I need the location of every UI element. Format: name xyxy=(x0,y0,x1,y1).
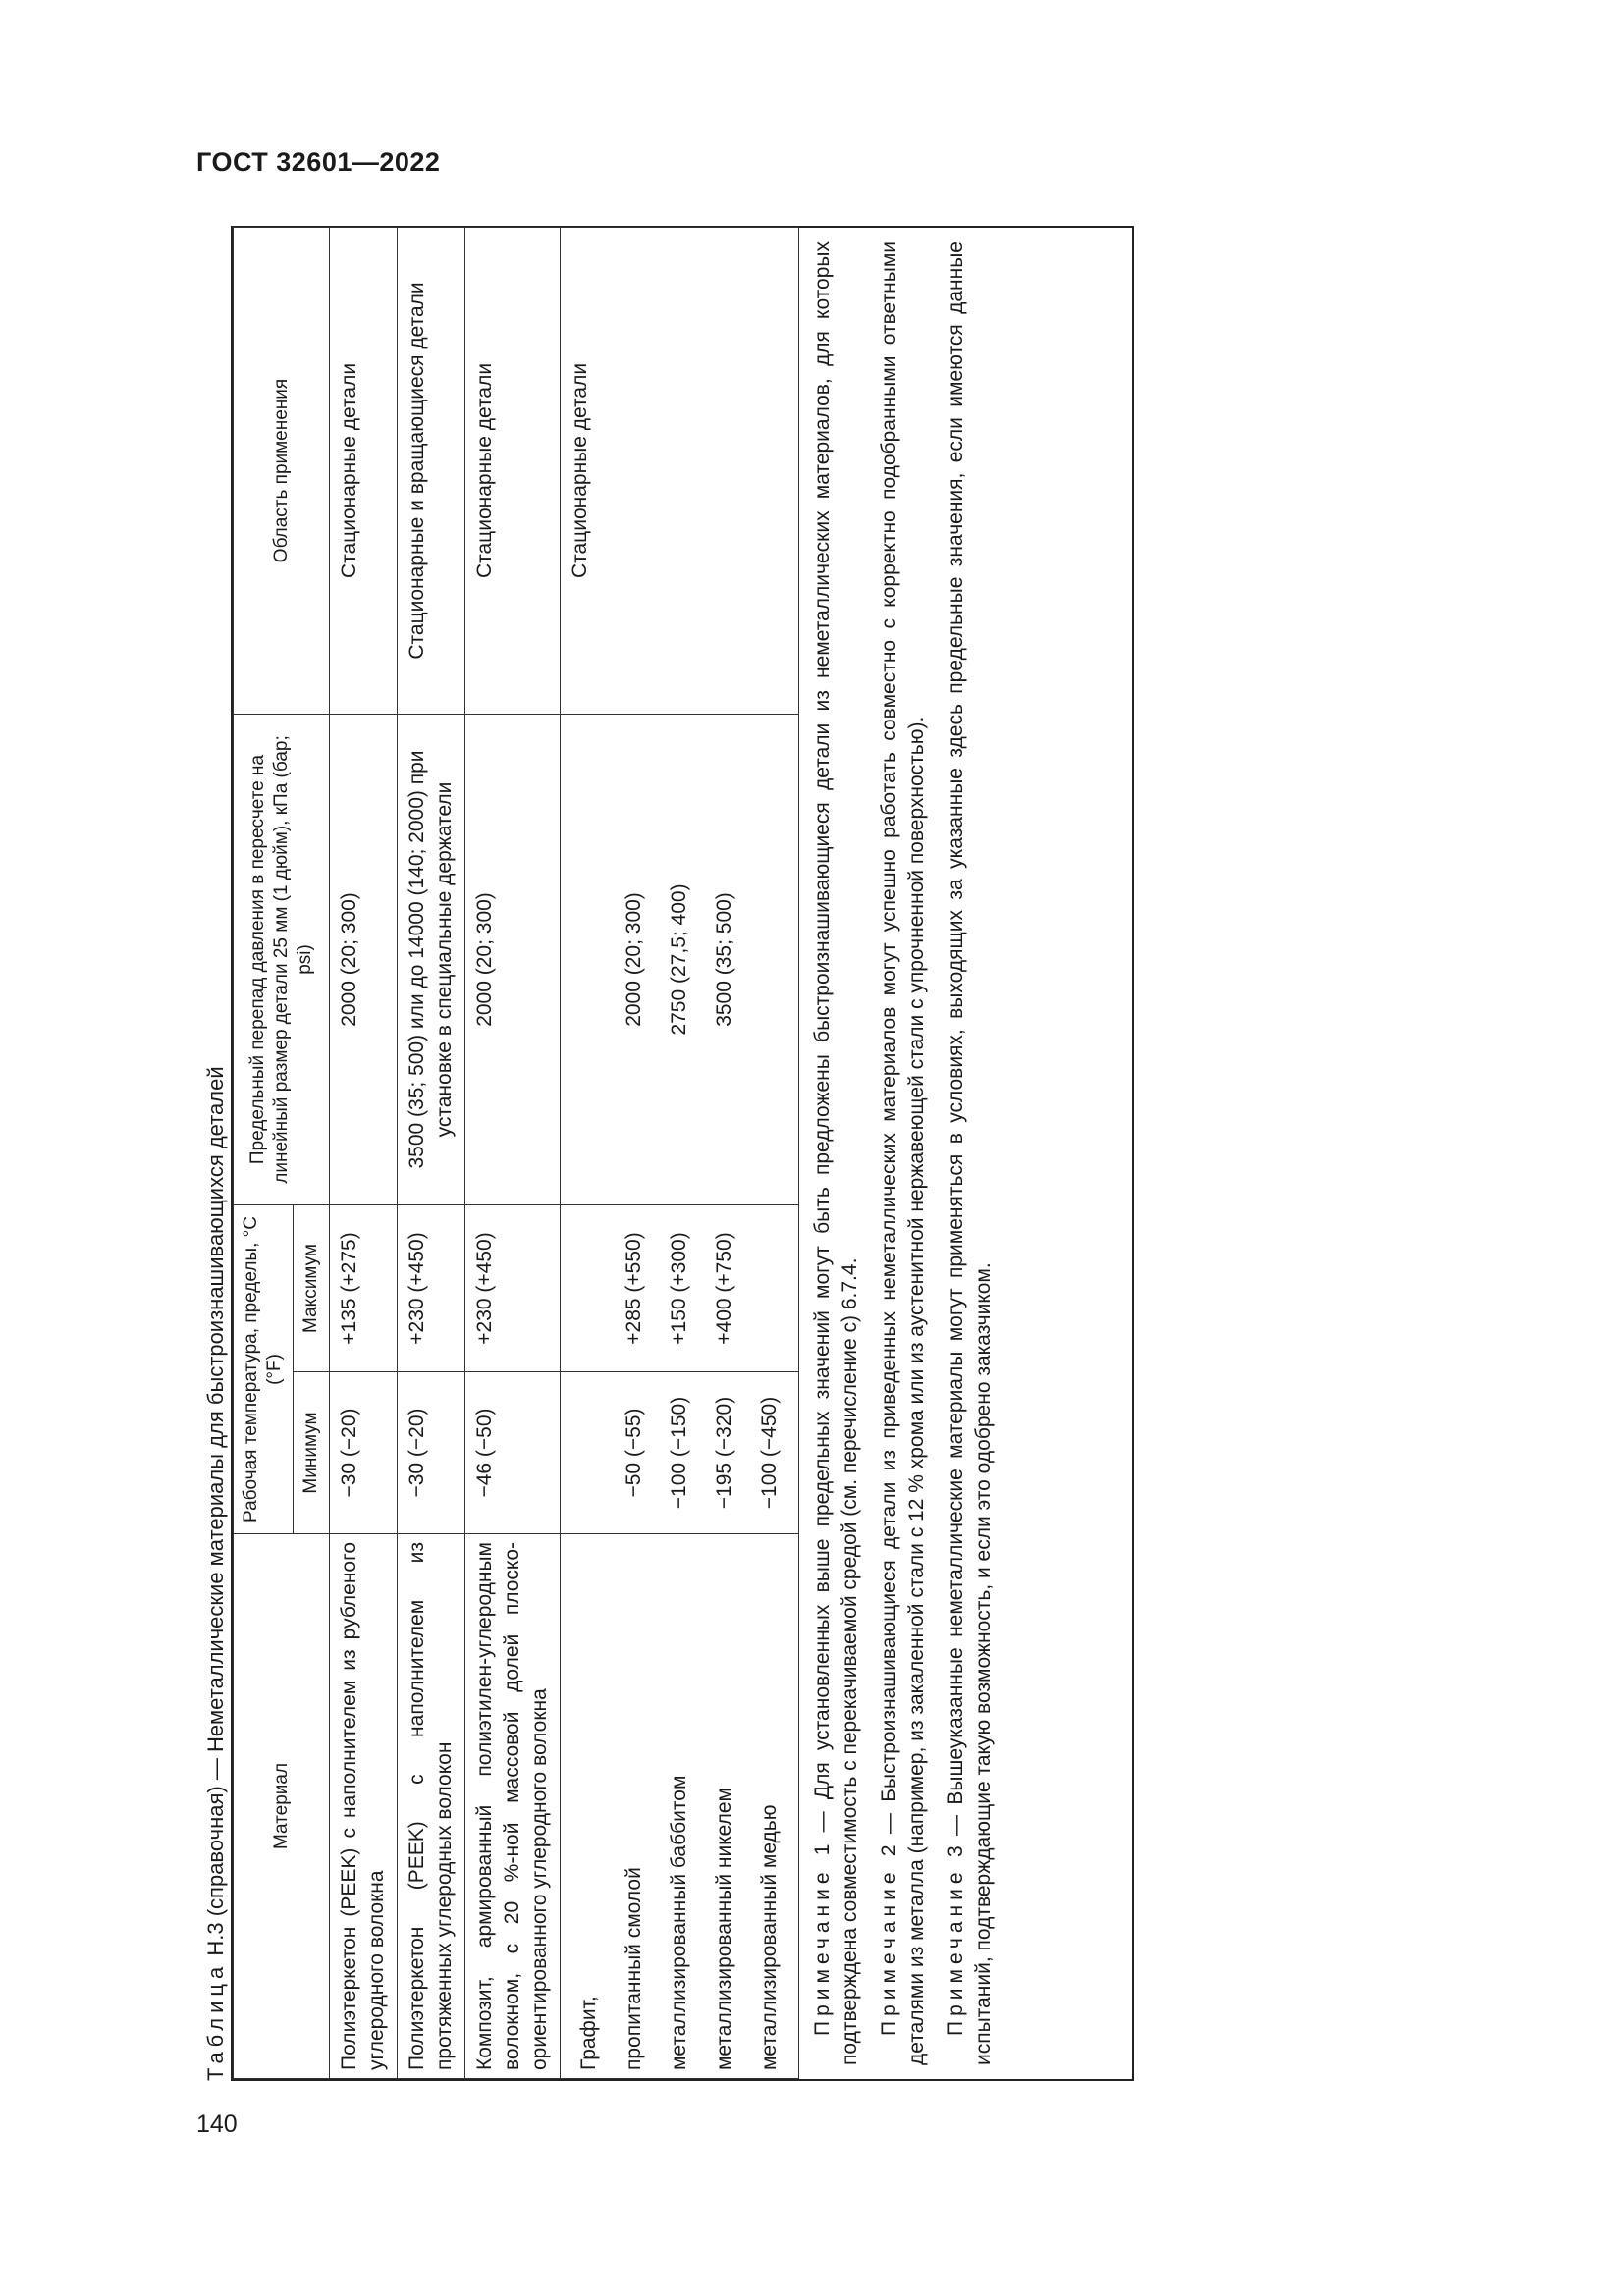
table-notes xyxy=(799,228,998,2079)
graphite-item-material: пропитанный смолой xyxy=(623,1867,645,2070)
header-maximum: Максимум xyxy=(294,1204,330,1371)
graphite-item-min: −100 (−450) xyxy=(758,1396,781,1510)
header-application: Область применения xyxy=(234,227,330,714)
table-row-graphite xyxy=(561,227,799,2078)
graphite-item-pressure: 2750 (27,5; 400) xyxy=(668,883,690,1036)
min-temp-cell: −30 (−20) xyxy=(398,1372,465,1534)
graphite-item-material: металлизированный никелем xyxy=(713,1788,735,2070)
material-cell: Полиэтеркетон (PEEK) с наполнителем из протяженных углеродных волокон xyxy=(398,1534,465,2079)
standard-code: ГОСТ 32601—2022 xyxy=(196,147,441,177)
note-label: Примечание xyxy=(945,1867,967,2036)
application-cell: Стационарные и вращающиеся детали xyxy=(398,227,465,714)
header-pressure: Предельный перепад давления в пересчете на линейный размер детали 25 мм (1 дюйм), кПа (бар; psi) xyxy=(234,714,330,1204)
graphite-item-material: металлизированный медью xyxy=(758,1804,781,2070)
graphite-pressure-cell xyxy=(561,714,799,1204)
note-text: 1 — Для установленных выше предельных значений могут быть предложены быстроизнашивающиеся детали из неметаллических материалов, для которых подтверждена совместимость с перекачиваемой средой (см. перечисление с) 6.7.4. xyxy=(811,241,861,2065)
graphite-title: Графит, xyxy=(577,1996,600,2070)
header-material: Материал xyxy=(234,1534,330,2079)
min-temp-cell: −30 (−20) xyxy=(330,1372,398,1534)
graphite-item-pressure: 3500 (35; 500) xyxy=(713,892,735,1027)
material-cell: Полиэтеркетон (PEEK) с наполнителем из рубленого углеродного волокна xyxy=(330,1534,398,2079)
table-row xyxy=(465,227,561,2078)
note-label: Примечание xyxy=(811,1867,834,2036)
min-temp-cell: −46 (−50) xyxy=(465,1372,561,1534)
application-cell: Стационарные детали xyxy=(330,227,398,714)
table-caption-text: Н.3 (справочная) — Неметаллические материалы для быстроизнашивающихся деталей xyxy=(203,1066,228,1962)
table-row xyxy=(398,227,465,2078)
note-text: 2 — Быстроизнашивающиеся детали из приведенных неметаллических материалов могут успешно работать совместно с корректно подобранными ответными деталями из металла (например, из закаленной стали с 12 % хрома или из аустенитной нержавеющей стали с упрочненной поверхностью). xyxy=(878,241,928,2065)
note-1 xyxy=(809,241,864,2065)
graphite-item-min: −195 (−320) xyxy=(713,1396,735,1510)
note-3 xyxy=(943,241,998,2065)
pressure-cell: 3500 (35; 500) или до 14000 (140; 2000) при установке в специальные держатели xyxy=(398,714,465,1204)
graphite-material-cell xyxy=(561,1534,799,2079)
graphite-application-cell: Стационарные детали xyxy=(561,227,799,714)
note-label: Примечание xyxy=(878,1867,900,2036)
header-minimum: Минимум xyxy=(294,1372,330,1534)
pressure-cell: 2000 (20; 300) xyxy=(465,714,561,1204)
max-temp-cell: +135 (+275) xyxy=(330,1204,398,1371)
note-2 xyxy=(876,241,931,2065)
graphite-max-cell xyxy=(561,1204,799,1371)
material-cell: Композит, армированный полиэтилен-углеродным волокном, с 20 %-ной массовой долей плоско-ориентированного углеродного волокна xyxy=(465,1534,561,2079)
page-number: 140 xyxy=(196,2110,238,2138)
graphite-item-min: −50 (−55) xyxy=(623,1408,645,1498)
pressure-cell: 2000 (20; 300) xyxy=(330,714,398,1204)
max-temp-cell: +230 (+450) xyxy=(465,1204,561,1371)
table-row xyxy=(330,227,398,2078)
graphite-item-material: металлизированный баббитом xyxy=(668,1775,690,2070)
graphite-item-max: +400 (+750) xyxy=(713,1232,735,1345)
rotated-table-block xyxy=(201,216,1144,2081)
max-temp-cell: +230 (+450) xyxy=(398,1204,465,1371)
application-cell: Стационарные детали xyxy=(465,227,561,714)
table-caption xyxy=(201,216,231,2081)
table-frame xyxy=(231,226,1134,2081)
graphite-item-pressure: 2000 (20; 300) xyxy=(623,892,645,1027)
graphite-min-cell xyxy=(561,1372,799,1534)
graphite-item-min: −100 (−150) xyxy=(668,1396,690,1510)
note-text: 3 — Вышеуказанные неметаллические материалы могут применяться в условиях, выходящих за указанные здесь предельные значения, если имеются данные испытаний, подтверждающие такую возможность, и если это одобрено заказчиком. xyxy=(945,241,995,2065)
graphite-item-max: +150 (+300) xyxy=(668,1232,690,1345)
header-temperature: Рабочая температура, пределы, °С (°F) xyxy=(234,1204,294,1533)
materials-table xyxy=(233,227,799,2079)
table-caption-prefix: Таблица xyxy=(203,1961,228,2081)
graphite-item-max: +285 (+550) xyxy=(623,1232,645,1345)
